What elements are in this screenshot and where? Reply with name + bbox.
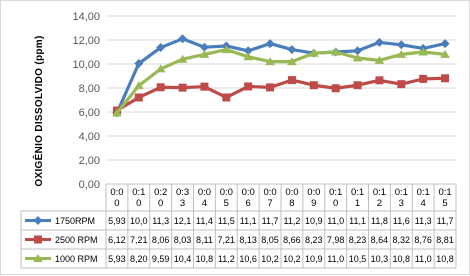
x-tick-label: 0:0 xyxy=(197,187,212,198)
x-tick-label: 0 xyxy=(114,198,120,209)
data-point xyxy=(354,81,362,89)
data-point xyxy=(419,75,427,83)
table-cell-value: 10,8 xyxy=(392,254,411,264)
data-point xyxy=(179,84,187,92)
x-tick-label: 8 xyxy=(289,198,295,209)
x-tick-label: 0:0 xyxy=(241,187,255,198)
table-cell-value: 8,13 xyxy=(239,235,257,245)
data-point xyxy=(441,74,449,82)
table-cell-value: 11,8 xyxy=(371,216,388,226)
y-tick-label: 12,00 xyxy=(72,35,100,47)
table-cell-value: 11,7 xyxy=(261,216,279,226)
data-point xyxy=(397,80,405,88)
table-cell-value: 11,0 xyxy=(414,254,432,264)
x-tick-label: 0:0 xyxy=(263,187,277,198)
x-tick-label: 4 xyxy=(420,198,426,209)
y-tick-label: 0,00 xyxy=(78,179,100,191)
series-1750rpm xyxy=(112,34,449,117)
data-point xyxy=(287,45,296,54)
table-cell-value: 5,93 xyxy=(108,216,126,226)
series-line xyxy=(117,78,445,110)
table-cell-value: 5,93 xyxy=(108,254,126,264)
series-2500-rpm xyxy=(113,74,449,114)
data-point xyxy=(375,38,384,47)
table-cell-value: 10,0 xyxy=(130,216,148,226)
data-point xyxy=(200,83,208,91)
x-tick-label: 0:1 xyxy=(350,187,365,198)
data-point xyxy=(157,83,165,91)
x-tick-label: 3 xyxy=(179,198,186,209)
y-tick-label: 8,00 xyxy=(78,83,100,95)
table-cell-value: 11,4 xyxy=(196,216,213,226)
table-cell-value: 8,66 xyxy=(283,235,301,245)
data-point xyxy=(34,236,42,244)
table-cell-value: 11,3 xyxy=(152,216,170,226)
table-cell-value: 8,06 xyxy=(151,235,170,245)
table-cell-value: 11,5 xyxy=(217,216,235,226)
data-point xyxy=(310,81,318,89)
x-tick-label: 0:1 xyxy=(329,187,343,198)
x-tick-label: 0 xyxy=(158,198,164,209)
table-cell-value: 8,05 xyxy=(261,235,279,245)
x-tick-label: 7 xyxy=(267,198,273,209)
table-cell-value: 10,8 xyxy=(195,254,214,264)
x-tick-label: 0 xyxy=(333,198,339,209)
table-cell-value: 11,6 xyxy=(392,216,410,226)
x-tick-label: 0:2 xyxy=(154,187,168,198)
table-cell-value: 11,3 xyxy=(414,216,432,226)
data-point xyxy=(178,34,187,43)
x-tick-label: 0:1 xyxy=(394,187,408,198)
table-cell-value: 8,76 xyxy=(414,235,432,245)
table-cell-value: 7,21 xyxy=(130,235,148,245)
table-cell-value: 10,4 xyxy=(173,254,192,264)
table-cell-value: 10,9 xyxy=(305,216,323,226)
data-point xyxy=(34,216,43,225)
x-tick-label: 0:0 xyxy=(110,187,124,198)
table-cell-value: 11,7 xyxy=(436,216,454,226)
legend-series-name: 1000 RPM xyxy=(55,254,98,264)
data-point xyxy=(244,82,252,90)
table-cell-value: 8,20 xyxy=(130,254,148,264)
table-cell-value: 10,3 xyxy=(370,254,389,264)
table-cell-value: 9,59 xyxy=(151,254,170,264)
table-cell-value: 10,2 xyxy=(261,254,279,264)
y-tick-label: 14,00 xyxy=(72,11,100,23)
x-tick-label: 0:1 xyxy=(416,187,430,198)
table-cell-value: 8,64 xyxy=(370,235,389,245)
table-cell-value: 11,2 xyxy=(217,254,235,264)
x-tick-label: 0:1 xyxy=(372,187,387,198)
data-table xyxy=(21,184,456,268)
table-cell-value: 10,6 xyxy=(239,254,257,264)
y-axis-title: OXIGÊNIO DISSOLVIDO (ppm) xyxy=(34,35,45,187)
series-line xyxy=(117,39,445,113)
x-tick-label: 0:0 xyxy=(285,187,299,198)
data-point xyxy=(397,40,406,49)
x-tick-label: 2 xyxy=(376,198,383,209)
table-cell-value: 8,11 xyxy=(196,235,213,245)
series-lines xyxy=(112,34,450,117)
table-cell-value: 11,2 xyxy=(283,216,301,226)
x-tick-label: 3 xyxy=(398,198,404,209)
y-tick-label: 6,00 xyxy=(78,107,100,119)
legend-series-name: 2500 RPM xyxy=(55,235,98,245)
data-point xyxy=(135,93,143,101)
x-tick-label: 4 xyxy=(201,198,208,209)
x-tick-label: 0:1 xyxy=(438,187,452,198)
table-cell-value: 12,1 xyxy=(173,216,192,226)
table-cell-value: 10,9 xyxy=(305,254,323,264)
x-tick-label: 6 xyxy=(245,198,251,209)
data-point xyxy=(288,76,296,84)
table-cell-value: 11,1 xyxy=(239,216,257,226)
y-tick-label: 4,00 xyxy=(78,131,100,143)
table-cell-value: 8,23 xyxy=(348,235,367,245)
x-tick-label: 0 xyxy=(136,198,142,209)
x-tick-label: 0:3 xyxy=(175,187,190,198)
table-cell-value: 10,5 xyxy=(348,254,367,264)
legend-series-name: 1750RPM xyxy=(55,216,96,226)
table-cell-value: 10,8 xyxy=(436,254,454,264)
x-tick-label: 0:0 xyxy=(219,187,233,198)
x-tick-label: 0:0 xyxy=(307,187,321,198)
x-tick-label: 5 xyxy=(223,198,229,209)
y-tick-label: 2,00 xyxy=(78,155,100,167)
x-tick-label: 5 xyxy=(442,198,448,209)
series-line xyxy=(117,50,445,113)
table-cell-value: 8,23 xyxy=(305,235,323,245)
x-tick-label: 1 xyxy=(354,198,361,209)
x-tick-label: 9 xyxy=(311,198,317,209)
table-cell-value: 8,03 xyxy=(173,235,192,245)
data-point xyxy=(266,83,274,91)
table-cell-value: 6,12 xyxy=(108,235,126,245)
line-chart xyxy=(1,1,470,276)
y-axis-tick-labels xyxy=(72,11,100,191)
table-cell-value: 11,1 xyxy=(349,216,366,226)
data-point xyxy=(332,84,340,92)
data-point xyxy=(375,76,383,84)
data-point xyxy=(222,93,230,101)
y-tick-label: 10,00 xyxy=(72,59,100,71)
table-cell-value: 7,21 xyxy=(217,235,236,245)
table-cell-value: 8,81 xyxy=(436,235,454,245)
table-cell-value: 11,0 xyxy=(327,216,345,226)
table-cell-value: 10,2 xyxy=(283,254,301,264)
table-cell-value: 7,98 xyxy=(326,235,345,245)
table-cell-value: 11,0 xyxy=(327,254,345,264)
table-cell-value: 8,32 xyxy=(392,235,411,245)
x-tick-label: 0:1 xyxy=(132,187,146,198)
